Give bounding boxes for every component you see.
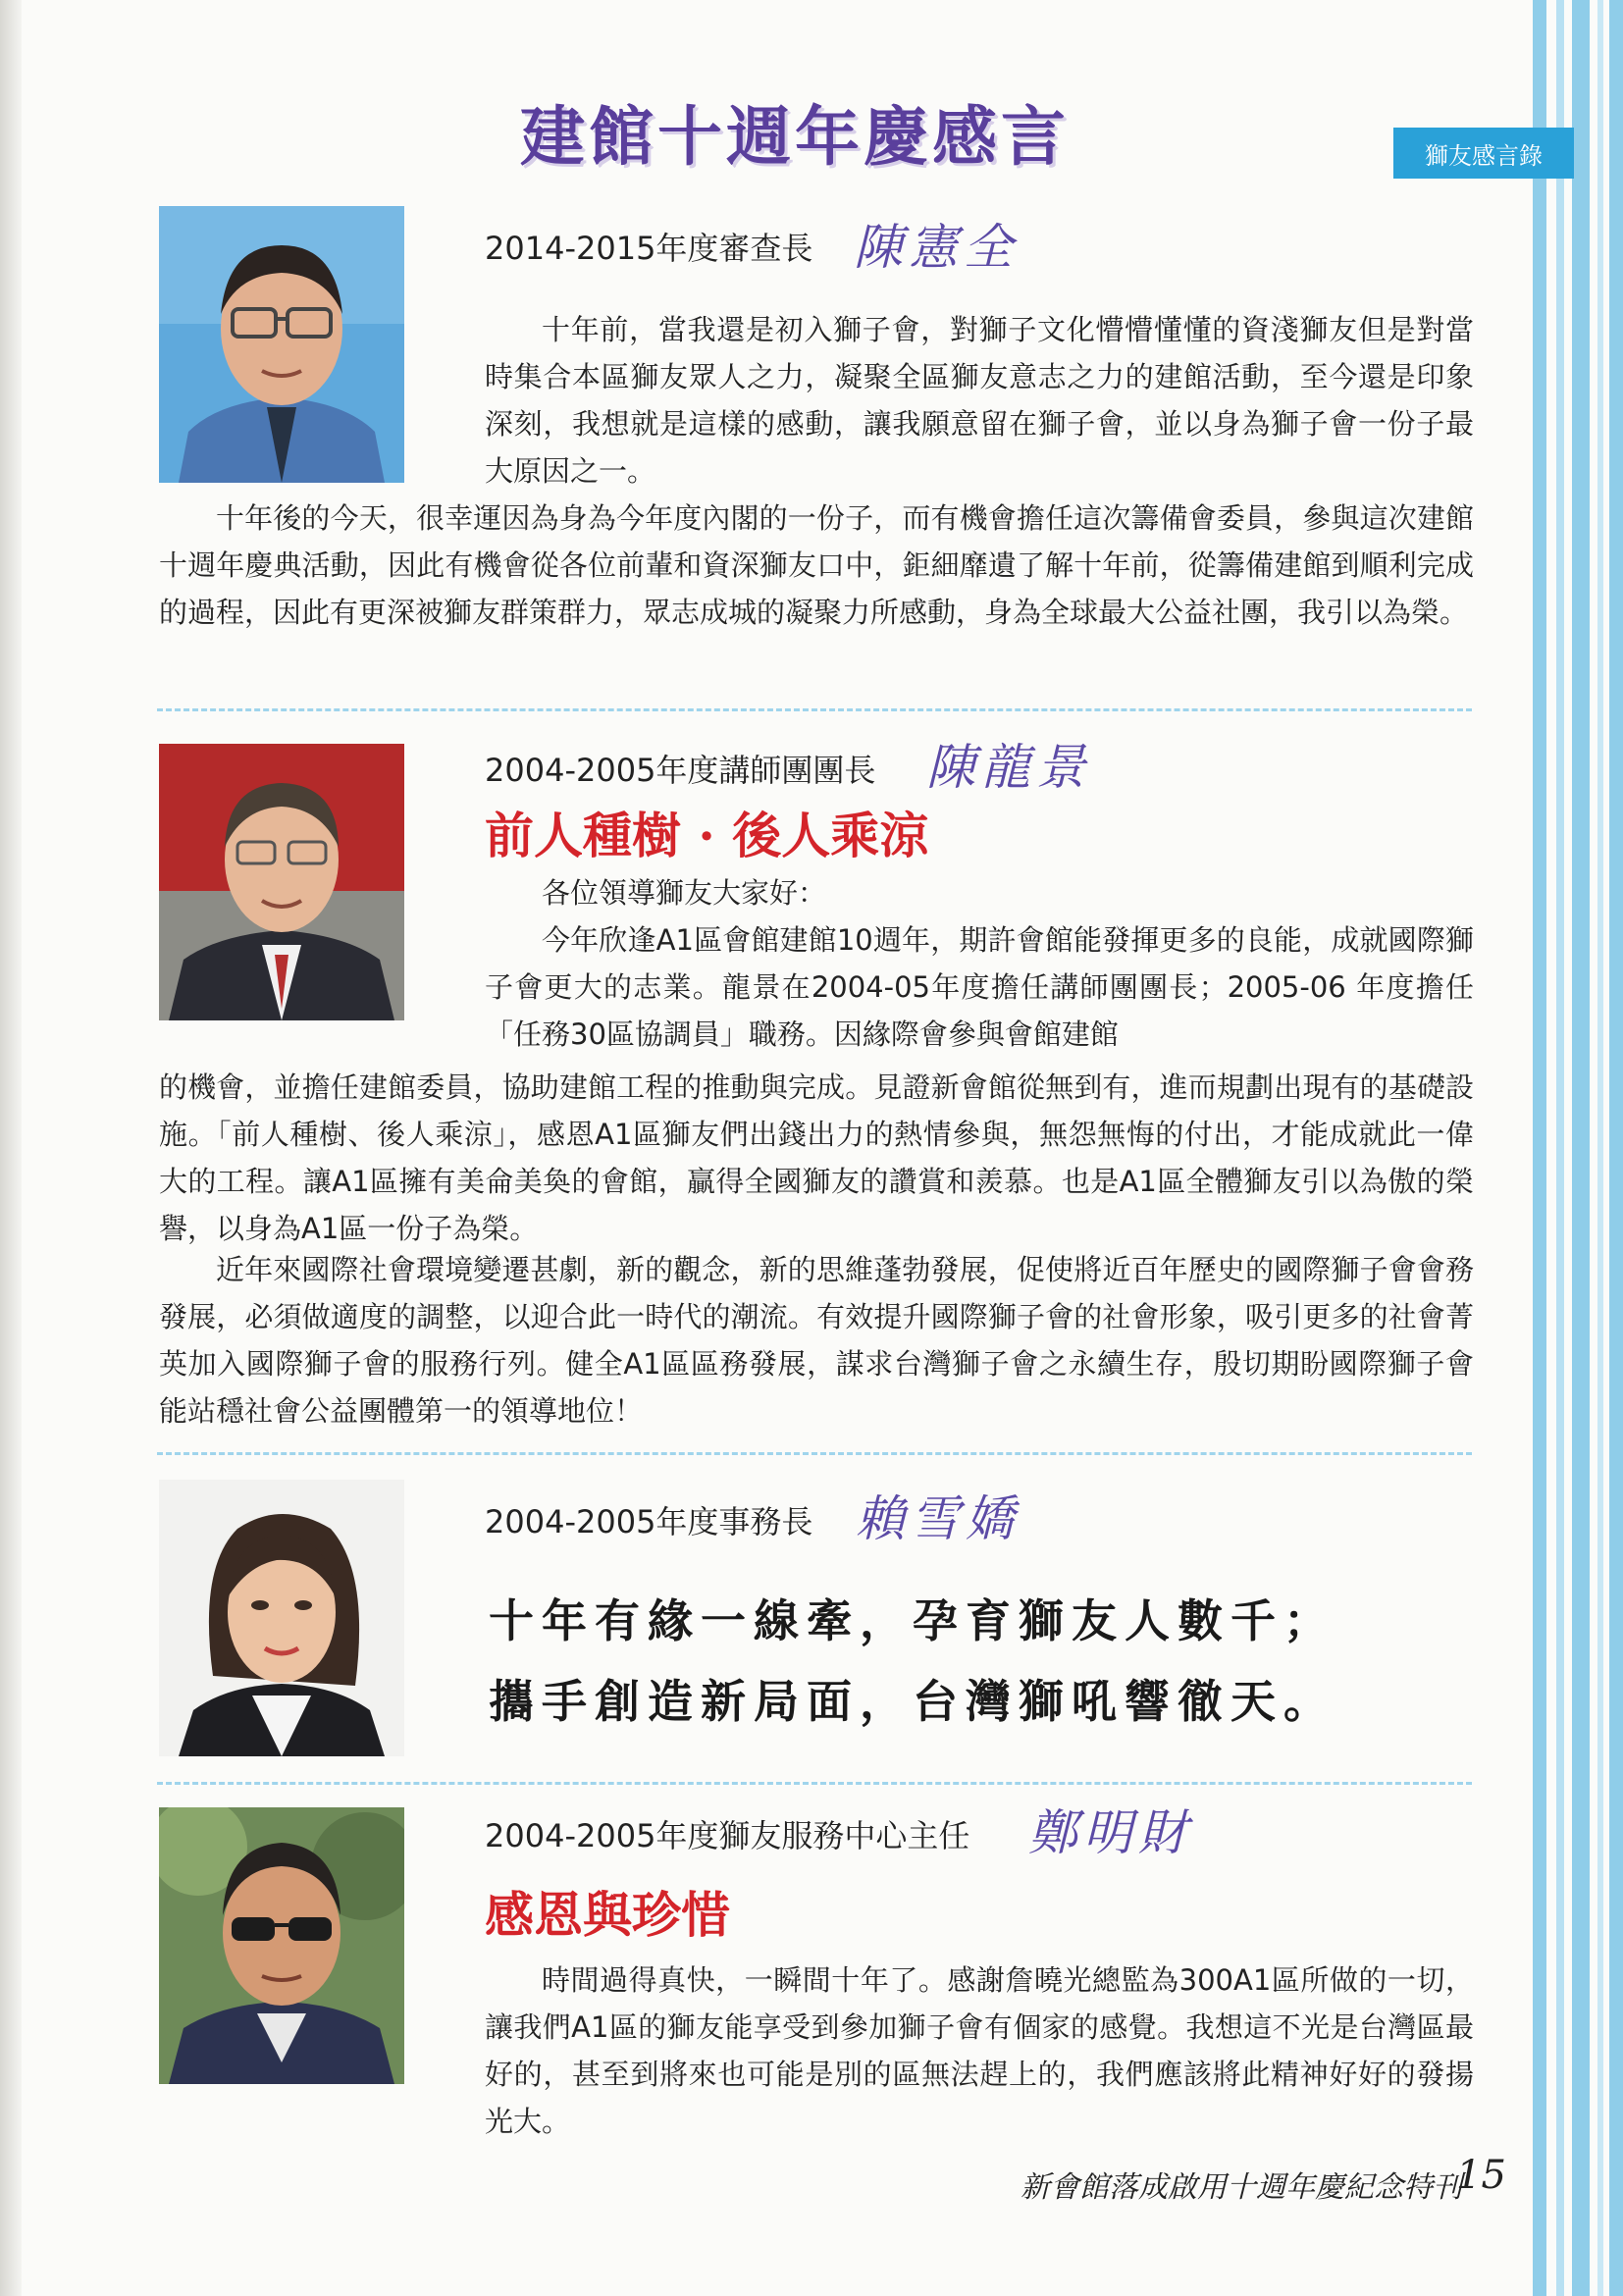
publication-footer: 新會館落成啟用十週年慶紀念特刊 [1021, 2170, 1462, 2205]
entry-2-paragraph-1: 今年欣逢A1區會館建館10週年，期許會館能發揮更多的良能，成就國際獅子會更大的志業。龍景在2004-05年度擔任講師團團長；2005-06 年度擔任「任務30區協調員」職務。因緣際會參與會館建館 [485, 923, 1474, 1051]
entry-2-signature: 陳龍景 [926, 739, 1091, 796]
entry-4-subtitle: 感恩與珍惜 [485, 1886, 730, 1944]
entry-2-role: 2004-2005年度講師團團長 [485, 752, 876, 789]
entry-2-paragraph-2: 的機會，並擔任建館委員，協助建館工程的推動與完成。見證新會館從無到有，進而規劃出現有的基礎設施。「前人種樹、後人乘涼」，感恩A1區獅友們出錢出力的熱情參與，無怨無悔的付出，才能成就此一偉大的工程。讓A1區擁有美侖美奐的會館，贏得全國獅友的讚賞和羨慕。也是A1區全體獅友引以為傲的榮譽，以身為A1區一份子為榮。 [159, 1070, 1474, 1245]
portrait-photo-1 [159, 206, 404, 483]
entry-2-subtitle: 前人種樹 · 後人乘涼 [485, 807, 929, 864]
entry-4-role: 2004-2005年度獅友服務中心主任 [485, 1817, 970, 1854]
entry-2-greeting: 各位領導獅友大家好： [542, 876, 827, 910]
section-divider [157, 1452, 1472, 1455]
entry-1-signature: 陳憲全 [854, 219, 1019, 276]
entry-3-poem-line-2: 攜手創造新局面，台灣獅吼響徹天。 [489, 1675, 1336, 1728]
page-number: 15 [1456, 2153, 1506, 2198]
entry-3-signature: 賴雪嬌 [856, 1490, 1021, 1547]
portrait-photo-3 [159, 1480, 404, 1756]
page-title: 建館十週年慶感言 [520, 99, 1070, 175]
entry-2-paragraph-3: 近年來國際社會環境變遷甚劇，新的觀念，新的思維蓬勃發展，促使將近百年歷史的國際獅子會會務發展，必須做適度的調整，以迎合此一時代的潮流。有效提升國際獅子會的社會形象，吸引更多的社會菁英加入國際獅子會的服務行列。健全A1區區務發展，謀求台灣獅子會之永續生存，殷切期盼國際獅子會能站穩社會公益團體第一的領導地位！ [159, 1253, 1474, 1428]
entry-3-poem-line-1: 十年有緣一線牽，孕育獅友人數千； [489, 1594, 1336, 1647]
page-edge-shadow [0, 0, 22, 2296]
entry-4-signature: 鄭明財 [1028, 1804, 1193, 1861]
entry-1-role: 2014-2015年度審查長 [485, 230, 813, 267]
entry-4-paragraph-1: 時間過得真快，一瞬間十年了。感謝詹曉光總監為300A1區所做的一切，讓我們A1區的獅友能享受到參加獅子會有個家的感覺。我想這不光是台灣區最好的，甚至到將來也可能是別的區無法趕上的，我們應該將此精神好好的發揚光大。 [485, 1963, 1474, 2138]
section-tab: 獅友感言錄 [1393, 128, 1574, 179]
section-divider [157, 1782, 1472, 1785]
section-divider [157, 708, 1472, 711]
entry-3-role: 2004-2005年度事務長 [485, 1503, 813, 1540]
entry-1-paragraph-1: 十年前，當我還是初入獅子會，對獅子文化懵懵懂懂的資淺獅友但是對當時集合本區獅友眾人之力，凝聚全區獅友意志之力的建館活動，至今還是印象深刻，我想就是這樣的感動，讓我願意留在獅子會，並以身為獅子會一份子最大原因之一。 [485, 313, 1474, 488]
entry-1-paragraph-2: 十年後的今天，很幸運因為身為今年度內閣的一份子，而有機會擔任這次籌備會委員，參與這次建館十週年慶典活動，因此有機會從各位前輩和資深獅友口中，鉅細靡遺了解十年前，從籌備建館到順利完成的過程，因此有更深被獅友群策群力，眾志成城的凝聚力所感動，身為全球最大公益社團，我引以為榮。 [159, 501, 1474, 629]
portrait-photo-2 [159, 744, 404, 1020]
decorative-stripes [1525, 0, 1623, 2296]
portrait-photo-4 [159, 1807, 404, 2084]
